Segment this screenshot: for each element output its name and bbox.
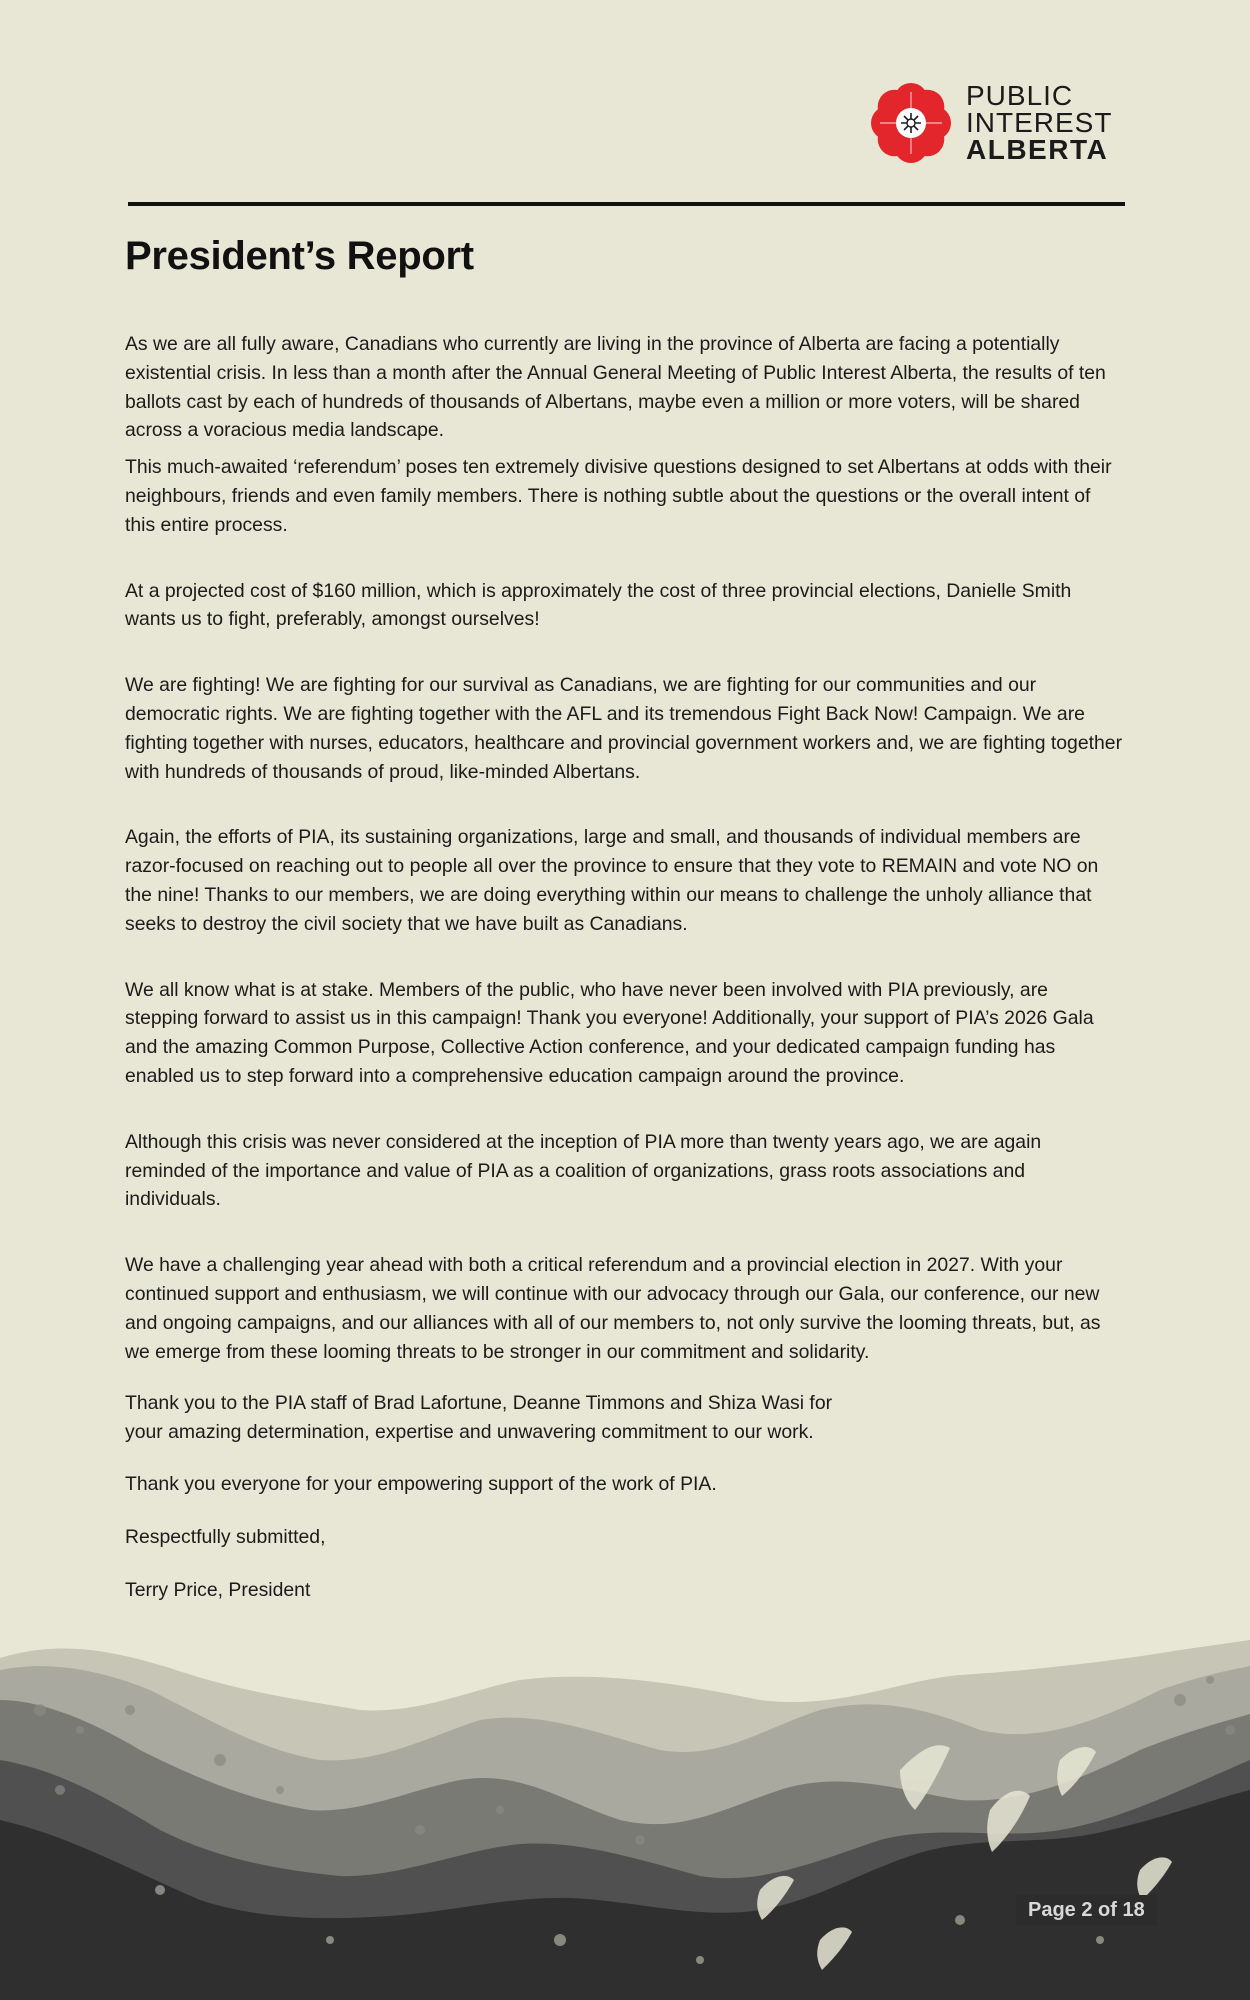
paragraph: We have a challenging year ahead with both a critical referendum and a provincial election in 2027. With your continued support and enthusiasm, we will continue with our advocacy through our Gala, our conference, our new and ongoing campaigns, and our alliances with all of our members to, not only survive the looming threats, but, as we emerge from these looming threats to be stronger in our commitment and solidarity.	[125, 1254, 1101, 1363]
header-rule	[128, 202, 1125, 206]
logo-line-2: INTEREST	[966, 107, 1113, 138]
signature-line: Terry Price, President	[125, 1578, 311, 1601]
paragraph: As we are all fully aware, Canadians who currently are living in the province of Alberta are facing a potentially existential crisis. In less than a month after the Annual General Meeting of Public Interest Alberta, the results of ten ballots cast by each of hundreds of thousands of Albertans, maybe even a million or more voters, will be shared across a voracious media landscape.	[125, 333, 1106, 442]
logo-line-1: PUBLIC	[966, 80, 1074, 111]
paragraph: Although this crisis was never considered at the inception of PIA more than twenty years ago, we are again reminded of the importance and value of PIA as a coalition of organizations, grass roots associations and individuals.	[125, 1130, 1042, 1211]
page-number: Page 2 of 18	[1016, 1895, 1157, 1926]
landscape-footer-art	[0, 1640, 1250, 2000]
logo-wordmark	[966, 82, 1112, 163]
paragraph: This much-awaited ‘referendum’ poses ten extremely divisive questions designed to set Albertans at odds with their neighbours, friends and even family members. There is nothing subtle about the questions or the overall intent of this entire process.	[125, 456, 1112, 536]
report-body	[125, 330, 1125, 1604]
logo-line-3: ALBERTA	[966, 134, 1109, 165]
page-title: President’s Report	[125, 234, 474, 278]
logo	[868, 80, 1128, 170]
paragraph: We all know what is at stake. Members of the public, who have never been involved with PIA previously, are stepping forward to assist us in this campaign! Thank you everyone! Additionally, your support of PIA’s 2026 Gala and the amazing Common Purpose, Collective Action conference, and your dedicated campaign funding has enabled us to step forward into a comprehensive education campaign around the province.	[125, 978, 1094, 1087]
closing-line: Respectfully submitted,	[125, 1525, 326, 1548]
paragraph: Again, the efforts of PIA, its sustaining organizations, large and small, and thousands of individual members are razor-focused on reaching out to people all over the province to ensure that they vote to REMAIN and vote NO on the nine! Thanks to our members, we are doing everything within our means to challenge the unholy alliance that seeks to destroy the civil society that we have built as Canadians.	[125, 826, 1099, 935]
paragraph: We are fighting! We are fighting for our survival as Canadians, we are fighting for our communities and our democratic rights. We are fighting together with the AFL and its tremendous Fight Back Now! Campaign. We are fighting together with nurses, educators, healthcare and provincial government workers and, we are fighting together with hundreds of thousands of proud, like-minded Albertans.	[125, 674, 1123, 783]
paragraph: At a projected cost of $160 million, which is approximately the cost of three provincial elections, Danielle Smith wants us to fight, preferably, amongst ourselves!	[125, 579, 1072, 631]
paragraph: Thank you everyone for your empowering support of the work of PIA.	[125, 1472, 717, 1495]
paragraph: Thank you to the PIA staff of Brad Lafortune, Deanne Timmons and Shiza Wasi for your amazing determination, expertise and unwavering commitment to our work.	[125, 1392, 833, 1444]
flower-emblem-icon	[868, 80, 954, 166]
